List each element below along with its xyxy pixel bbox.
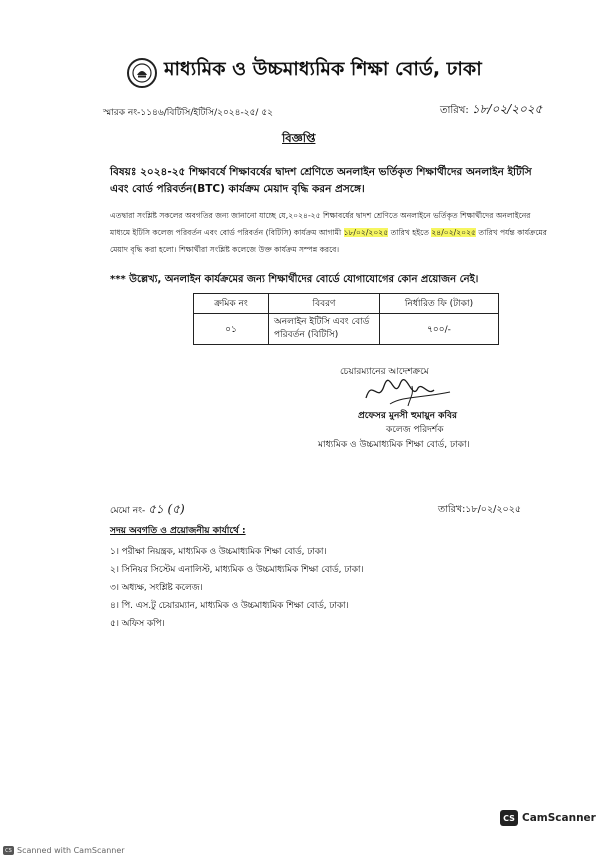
scanned-with-text: Scanned with CamScanner bbox=[17, 846, 125, 855]
issue-date-value: ১৮/০২/২০২৫ bbox=[471, 102, 543, 116]
list-item: ৫। অফিস কপি। bbox=[110, 619, 165, 629]
distribution-memo-number bbox=[110, 501, 185, 521]
issue-date-label: তারিখ: bbox=[440, 105, 469, 116]
list-item: ১। পরীক্ষা নিয়ন্ত্রক, মাধ্যমিক ও উচ্চমাধ্যমিক শিক্ষা বোর্ড, ঢাকা। bbox=[110, 547, 327, 557]
subject-line: বিষয়ঃ ২০২৪-২৫ শিক্ষাবর্ষে শিক্ষাবর্ষের দ্বাদশ শ্রেণিতে অনলাইন ভর্তিকৃত শিক্ষার্থীদের অনলাইন ইটিসি এবং বোর্ড পরিবর্তন(BTC) কার্যক্রম মেয়াদ বৃদ্ধি করন প্রসঙ্গে। bbox=[110, 166, 532, 195]
approval-line: চেয়ারম্যানের আদেশক্রমে bbox=[340, 367, 429, 377]
memo-number: স্মারক নং-১১৪৬/বিটিসি/ইটিসি/২০২৪-২৫/ ৫২ bbox=[103, 108, 274, 118]
highlighted-end-date: ২৪/০২/২০২৫ bbox=[431, 228, 476, 237]
highlighted-start-date: ১৮/০২/২০২৫ bbox=[343, 228, 389, 237]
signer-name: প্রফেসর মুনসী হুমায়ুন কবির bbox=[358, 411, 457, 421]
camscanner-small-icon: CS bbox=[3, 846, 14, 855]
camscanner-logo-icon: CS bbox=[500, 810, 518, 826]
column-header-fee: নির্ধারিত ফি (টাকা) bbox=[380, 294, 499, 314]
list-item: ৩। অধ্যক্ষ, সংশ্লিষ্ট কলেজ। bbox=[110, 583, 203, 593]
handwritten-signature bbox=[362, 374, 458, 408]
fee-table bbox=[193, 293, 499, 345]
notice-body bbox=[110, 207, 550, 258]
cell-description: অনলাইন ইটিসি এবং বোর্ড পরিবর্তন (বিটিসি) bbox=[269, 314, 380, 345]
column-header-serial: ক্রমিক নং bbox=[194, 294, 269, 314]
memo-label: মেমো নং- bbox=[110, 506, 146, 516]
issue-date bbox=[440, 101, 542, 121]
notice-title: বিজ্ঞপ্তি bbox=[282, 131, 316, 145]
distribution-date: তারিখ:১৮/০২/২০২৫ bbox=[438, 504, 522, 515]
copy-list bbox=[110, 543, 364, 633]
body-text-part1: এতদ্বারা সংশ্লিষ্ট সকলের অবগতির জন্য জানানো যাচ্ছে যে,২০২৪-২৫ শিক্ষাবর্ষের দ্বাদশ শ্রেণিতে অনলাইনে ভর্তিকৃত শিক্ষার্থীদের অনলাইনের মাধ্যমে ইটিসি কলেজ পরিবর্তন এবং বোর্ড পরিবর্তন (বিটিসি) কার্যক্রম আগামী bbox=[110, 211, 531, 237]
list-item: ২। সিনিয়র সিস্টেম এনালিস্ট, মাধ্যমিক ও উচ্চমাধ্যমিক শিক্ষা বোর্ড, ঢাকা। bbox=[110, 565, 364, 575]
camscanner-brand: CamScanner bbox=[522, 812, 596, 824]
camscanner-watermark bbox=[500, 810, 596, 826]
fee-table-header-row bbox=[194, 294, 499, 314]
memo-handwritten-number: ৫১ (৫) bbox=[148, 502, 185, 516]
cell-serial: ০১ bbox=[194, 314, 269, 345]
column-header-description: বিবরণ bbox=[269, 294, 380, 314]
board-name-heading: মাধ্যমিক ও উচ্চমাধ্যমিক শিক্ষা বোর্ড, ঢাকা bbox=[164, 58, 482, 80]
contact-note: *** উল্লেখ্য, অনলাইন কার্যক্রমের জন্য শিক্ষার্থীদের বোর্ডে যোগাযোগের কোন প্রয়োজন নেই। bbox=[110, 274, 479, 285]
board-logo-icon bbox=[127, 58, 157, 88]
body-text-part3: তারিখ পর্যন্ত কার্যক্রমের মেয়াদ বৃদ্ধি করা হলো। শিক্ষার্থীরা সংশ্লিষ্ট কলেজে উক্ত কার্যক্রম সম্পন্ন করবে। bbox=[110, 228, 547, 254]
table-row bbox=[194, 314, 499, 345]
cell-fee: ৭০০/- bbox=[380, 314, 499, 345]
body-text-part2: তারিখ হইতে bbox=[390, 228, 429, 237]
signer-organization: মাধ্যমিক ও উচ্চমাধ্যমিক শিক্ষা বোর্ড, ঢাকা। bbox=[318, 440, 470, 450]
copy-list-title: সদয় অবগতি ও প্রয়োজনীয় কার্যার্থে : bbox=[110, 526, 246, 536]
scanned-footer bbox=[3, 846, 125, 855]
signer-designation: কলেজ পরিদর্শক bbox=[386, 425, 444, 435]
list-item: ৪। পি. এস.টু চেয়ারম্যান, মাধ্যমিক ও উচ্চমাধ্যমিক শিক্ষা বোর্ড, ঢাকা। bbox=[110, 601, 349, 611]
